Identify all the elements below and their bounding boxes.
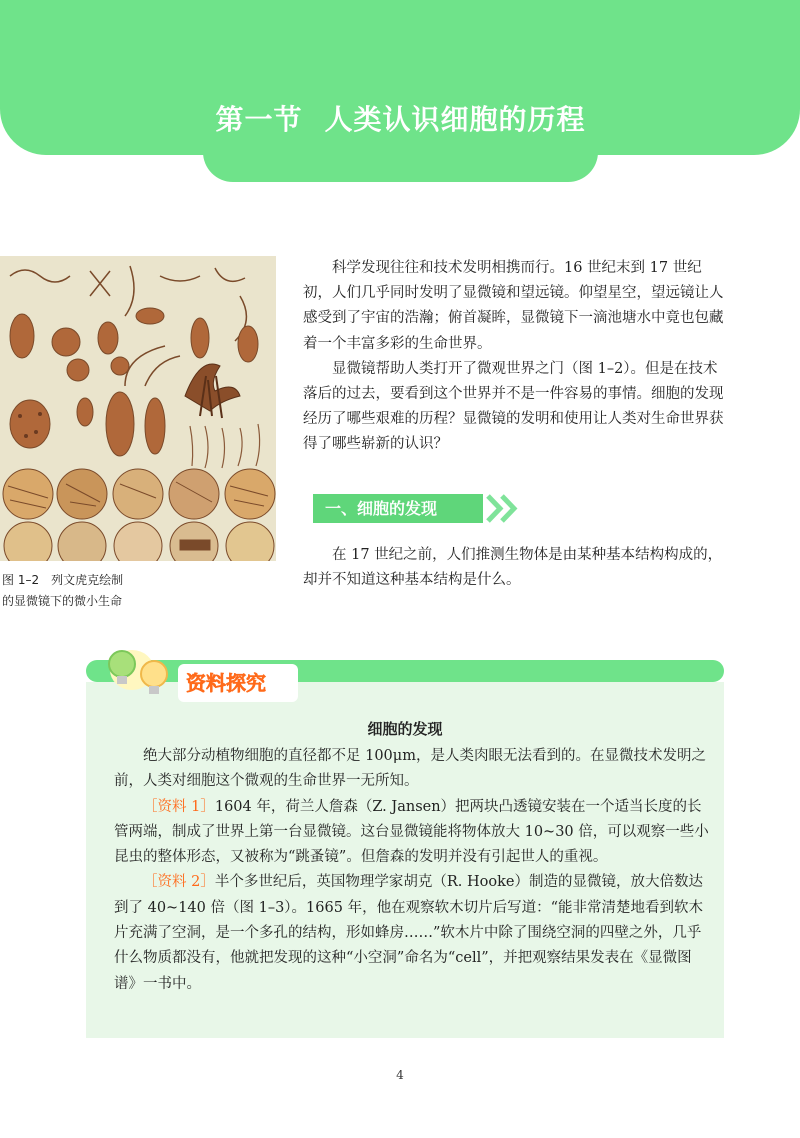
- section-number: 第一节: [215, 103, 303, 136]
- intro-paragraph-1: 科学发现往往和技术发明相携而行。16 世纪末到 17 世纪初，人们几乎同时发明了显微镜和望远镜。仰望星空，望远镜让人感受到了宇宙的浩瀚；俯首凝眸，显微镜下一滴池塘水中竟也包藏着一个丰富多彩的生命世界。: [303, 260, 724, 352]
- microscope-illustration: [0, 256, 276, 561]
- reference-2: [114, 870, 710, 996]
- reference-2-text: 半个多世纪后，英国物理学家胡克（R. Hooke）制造的显微镜，放大倍数达到了 40~140 倍（图 1–3）。1665 年，他在观察软木切片后写道：“能非常清楚地看到软木片充满了空洞，是一个多孔的结构，形如蜂房……”软木片中除了围绕空洞的四壁之外，几乎什么物质都没有，他就把发现的这种“小空洞”命名为“cell”，并把观察结果发表在《显微图谱》一书中。: [114, 874, 703, 992]
- chevron-right-icon: [484, 494, 524, 523]
- intro-paragraph-2: 显微镜帮助人类打开了微观世界之门（图 1–2）。但是在技术落后的过去，要看到这个世界并不是一件容易的事情。细胞的发现经历了哪些艰难的历程？显微镜的发明和使用让人类对生命世界获得了哪些崭新的认识？: [303, 360, 724, 453]
- panel-body: [114, 744, 710, 997]
- figure-caption: [2, 570, 262, 612]
- caption-line-1: 图 1–2 列文虎克绘制: [2, 573, 124, 587]
- page-title: [203, 98, 598, 138]
- section-paragraph: 在 17 世纪之前，人们推测生物体是由某种基本结构构成的，却并不知道这种基本结构是什么。: [303, 547, 723, 589]
- reference-1-text: 1604 年，荷兰人詹森（Z. Jansen）把两块凸透镜安装在一个适当长度的长管两端，制成了世界上第一台显微镜。这台显微镜能将物体放大 10~30 倍，可以观察一些小昆虫的整体形态，又被称为“跳蚤镜”。但詹森的发明并没有引起世人的重视。: [114, 798, 709, 866]
- intro-text: [303, 256, 728, 458]
- panel-label-text: 资料探究: [186, 671, 266, 695]
- section-title: 人类认识细胞的历程: [324, 103, 586, 136]
- page-number: 4: [396, 1068, 404, 1082]
- section-heading: 一、细胞的发现: [313, 494, 483, 523]
- reference-2-tag: ［资料 2］: [143, 874, 215, 891]
- reference-1: [114, 795, 710, 871]
- reference-1-tag: ［资料 1］: [143, 798, 215, 815]
- leeuwenhoek-drawings: [0, 256, 276, 561]
- panel-title: 细胞的发现: [367, 720, 443, 738]
- panel-paragraph-1: 绝大部分动植物细胞的直径都不足 100μm，是人类肉眼无法看到的。在显微技术发明之前，人类对细胞这个微观的生命世界一无所知。: [114, 748, 706, 790]
- panel-label: [178, 664, 298, 702]
- caption-line-2: 的显微镜下的微小生命: [2, 594, 123, 608]
- lightbulb-icon: [96, 644, 186, 704]
